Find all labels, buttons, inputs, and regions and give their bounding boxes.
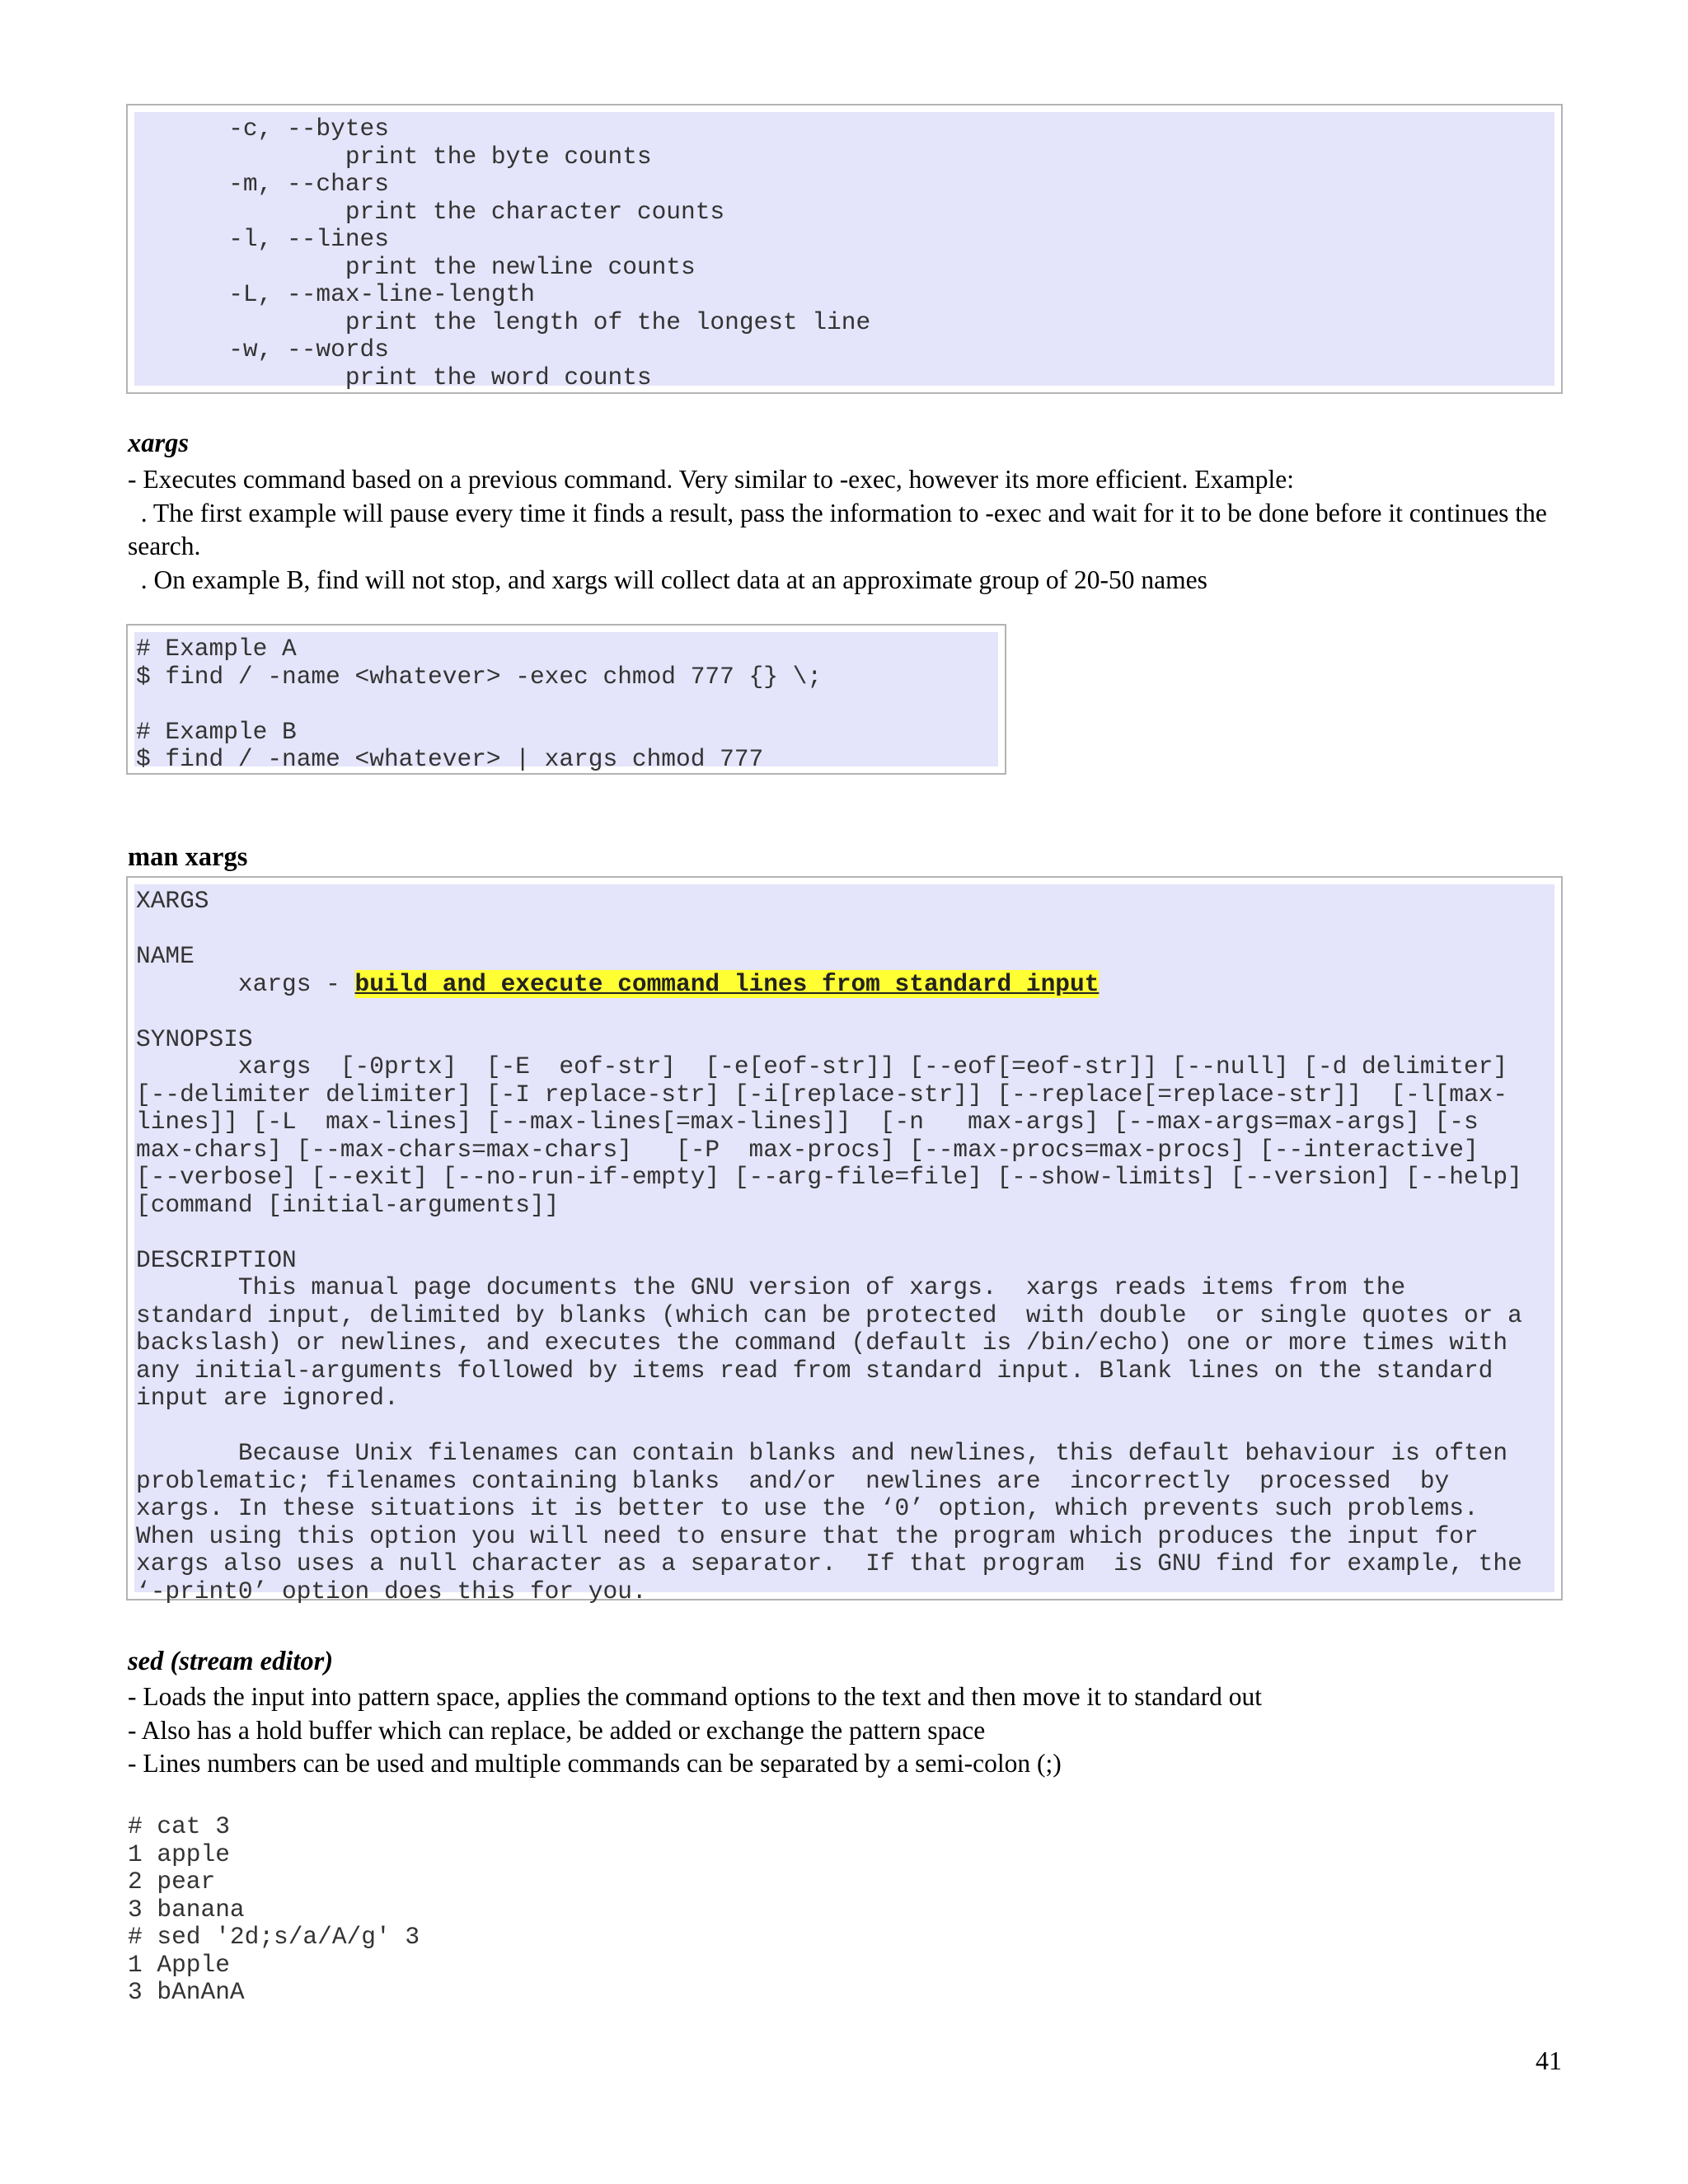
code-line [136, 1413, 1522, 1441]
sed-desc-line: - Lines numbers can be used and multiple commands can be separated by a semi-colon (;) [128, 1749, 1062, 1778]
code-line: This manual page documents the GNU version of xargs. xargs reads items from the [136, 1273, 1406, 1301]
code-line: lines]] [-L max-lines] [--max-lines[=max-lines]] [-n max-args] [--max-args=max-args] [-s [136, 1108, 1479, 1136]
page-number: 41 [1536, 2046, 1562, 2075]
code-line: xargs. In these situations it is better to use the ‘0’ option, which prevents such problems. [136, 1494, 1479, 1522]
code-line: -m, --chars [141, 170, 389, 198]
code-line: [command [initial-arguments]] [136, 1190, 560, 1219]
code-line: Because Unix filenames can contain blanks and newlines, this default behaviour is often [136, 1439, 1508, 1467]
xargs-example-lines [136, 635, 822, 774]
man-xargs-codebox [126, 876, 1563, 1605]
code-line: 2 pear [128, 1868, 216, 1896]
name-line [136, 971, 1522, 999]
code-line: [--delimiter delimiter] [-I replace-str] [-i[replace-str]] [--replace[=replace-str]] [-l[max- [136, 1080, 1508, 1108]
code-line: NAME [136, 942, 195, 970]
code-line: -w, --words [141, 335, 389, 363]
code-line: -L, --max-line-length [141, 280, 535, 308]
code-line [136, 691, 822, 719]
code-line: -l, --lines [141, 225, 389, 253]
sed-description [128, 1680, 1562, 1781]
code-line: SYNOPSIS [136, 1024, 253, 1053]
code-line: # Example B [136, 717, 297, 746]
code-line: $ find / -name <whatever> -exec chmod 777 {} \; [136, 662, 823, 691]
code-line: # cat 3 [128, 1812, 230, 1840]
code-line: $ find / -name <whatever> | xargs chmod 777 [136, 745, 764, 773]
code-line: [--verbose] [--exit] [--no-run-if-empty] [--arg-file=file] [--show-limits] [--version] [--help] [136, 1163, 1522, 1191]
code-line: backslash) or newlines, and executes the command (default is /bin/echo) one or more times with [136, 1329, 1508, 1357]
man-xargs-heading: man xargs [128, 842, 248, 872]
wc-options-lines [141, 115, 870, 391]
code-line: max-chars] [--max-chars=max-chars] [-P max-procs] [--max-procs=max-procs] [--interactive] [136, 1135, 1479, 1164]
xargs-desc-line: . On example B, find will not stop, and xargs will collect data at an approximate group of 20-50 names [128, 565, 1207, 594]
code-line: 1 Apple [128, 1950, 230, 1979]
code-line: # Example A [136, 635, 297, 663]
code-line: xargs also uses a null character as a separator. If that program is GNU find for example, the [136, 1549, 1522, 1577]
sed-desc-line: - Loads the input into pattern space, applies the command options to the text and then move it to standard out [128, 1682, 1263, 1711]
code-line [136, 1219, 1522, 1247]
code-line: xargs [-0prtx] [-E eof-str] [-e[eof-str]] [--eof[=eof-str]] [--null] [-d delimiter] [136, 1052, 1508, 1080]
xargs-desc-line: - Executes command based on a previous command. Very similar to -exec, however its more efficient. Example: [128, 465, 1295, 494]
code-line: ‘-print0’ option does this for you. [136, 1577, 647, 1605]
code-line: print the byte counts [141, 142, 652, 171]
xargs-description [128, 463, 1562, 597]
xargs-example-codebox [126, 624, 1006, 775]
code-line: input are ignored. [136, 1384, 399, 1412]
code-line [136, 916, 1522, 944]
xargs-heading: xargs [128, 429, 190, 458]
code-line: print the length of the longest line [141, 307, 871, 336]
code-line: print the word counts [141, 363, 652, 391]
code-line: print the character counts [141, 197, 725, 226]
xargs-desc-line: . The first example will pause every time it finds a result, pass the information to -exec and wait for it to be done before it continues the search. [128, 498, 1554, 560]
code-line: problematic; filenames containing blanks and/or newlines are incorrectly processed by [136, 1466, 1450, 1495]
sed-heading: sed (stream editor) [128, 1647, 334, 1676]
code-line: 1 apple [128, 1840, 230, 1868]
code-line: any initial-arguments followed by items read from standard input. Blank lines on the standard [136, 1356, 1493, 1385]
code-line [136, 998, 1522, 1026]
name-highlight: build and execute command lines from standard input [354, 969, 1100, 998]
code-line: When using this option you will need to ensure that the program which produces the input for [136, 1521, 1479, 1550]
sed-desc-line: - Also has a hold buffer which can replace, be added or exchange the pattern space [128, 1715, 986, 1745]
man-xargs-lines [136, 888, 1522, 1605]
code-line: XARGS [136, 887, 209, 915]
code-line: # sed '2d;s/a/A/g' 3 [128, 1923, 420, 1951]
code-line: -c, --bytes [141, 115, 389, 143]
code-line: 3 banana [128, 1895, 245, 1924]
code-line: standard input, delimited by blanks (which can be protected with double or single quotes or a [136, 1301, 1522, 1329]
sed-example [128, 1813, 420, 2007]
code-line: print the newline counts [141, 252, 696, 281]
wc-options-codebox [126, 104, 1563, 394]
code-line: 3 bAnAnA [128, 1978, 245, 2006]
code-line: DESCRIPTION [136, 1245, 297, 1274]
name-prefix: xargs - [136, 969, 355, 998]
